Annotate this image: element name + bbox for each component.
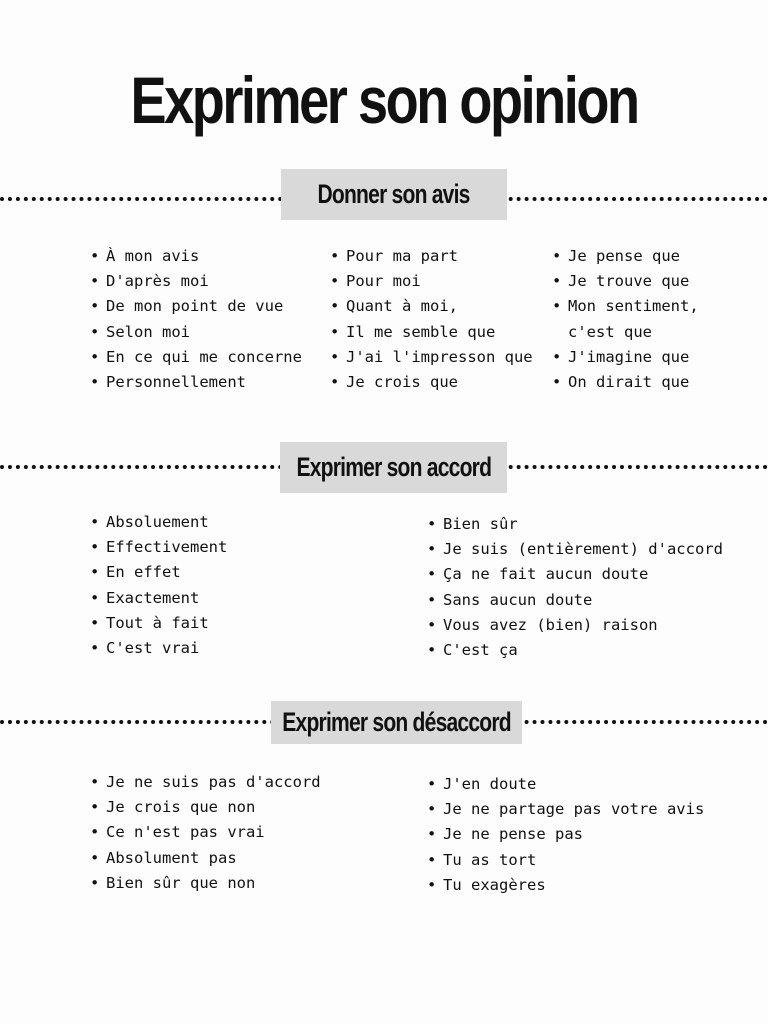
list-item: • J'en doute (427, 772, 704, 797)
list-desaccord-col-2 (427, 772, 704, 898)
list-accord-col-1 (90, 510, 227, 661)
list-item: • Je trouve que (552, 269, 699, 294)
list-item: • Quant à moi, (330, 294, 533, 319)
list-item: • C'est ça (427, 638, 723, 663)
list-item: • Selon moi (90, 320, 302, 345)
list-accord-col-2 (427, 512, 723, 663)
list-item: • Je crois que non (90, 795, 321, 820)
list-item: • Pour moi (330, 269, 533, 294)
list-item: • Je suis (entièrement) d'accord (427, 537, 723, 562)
list-item: • D'après moi (90, 269, 302, 294)
list-item: • C'est vrai (90, 636, 227, 661)
list-item: • Absolument pas (90, 846, 321, 871)
list-item: • Exactement (90, 586, 227, 611)
list-item: • J'ai l'impresson que (330, 345, 533, 370)
list-item: • Effectivement (90, 535, 227, 560)
list-item: • Mon sentiment, (552, 294, 699, 319)
list-item: • Il me semble que (330, 320, 533, 345)
list-donner-avis-col-1 (90, 244, 302, 395)
list-item: • De mon point de vue (90, 294, 302, 319)
list-item: • Je ne suis pas d'accord (90, 770, 321, 795)
list-item: • Tu as tort (427, 848, 704, 873)
section-heading-label: Exprimer son désaccord (282, 707, 511, 737)
list-item: • Je pense que (552, 244, 699, 269)
section-heading-exprimer-son-accord (280, 442, 507, 493)
list-item: • Tu exagères (427, 873, 704, 898)
list-item: • Vous avez (bien) raison (427, 613, 723, 638)
section-heading-exprimer-son-desaccord (271, 701, 522, 744)
list-item: • En effet (90, 560, 227, 585)
list-item: • J'imagine que (552, 345, 699, 370)
section-heading-donner-son-avis (281, 169, 507, 220)
list-item: • Pour ma part (330, 244, 533, 269)
list-item: • Bien sûr que non (90, 871, 321, 896)
list-item-continuation: c'est que (568, 322, 652, 341)
list-item: • Tout à fait (90, 611, 227, 636)
section-heading-label: Exprimer son accord (296, 452, 491, 482)
list-item: • Sans aucun doute (427, 588, 723, 613)
list-item: • Je crois que (330, 370, 533, 395)
list-item: • En ce qui me concerne (90, 345, 302, 370)
list-item: • Bien sûr (427, 512, 723, 537)
page-title: Exprimer son opinion (130, 63, 638, 137)
list-donner-avis-col-3 (552, 244, 699, 395)
list-item: • Personnellement (90, 370, 302, 395)
list-donner-avis-col-2 (330, 244, 533, 395)
list-item: • On dirait que (552, 370, 699, 395)
list-item: • Absoluement (90, 510, 227, 535)
list-item: • À mon avis (90, 244, 302, 269)
list-desaccord-col-1 (90, 770, 321, 896)
section-heading-label: Donner son avis (317, 179, 471, 209)
list-item: • Je ne pense pas (427, 822, 704, 847)
list-item: • Ce n'est pas vrai (90, 820, 321, 845)
list-item: • Je ne partage pas votre avis (427, 797, 704, 822)
list-item: • Ça ne fait aucun doute (427, 562, 723, 587)
